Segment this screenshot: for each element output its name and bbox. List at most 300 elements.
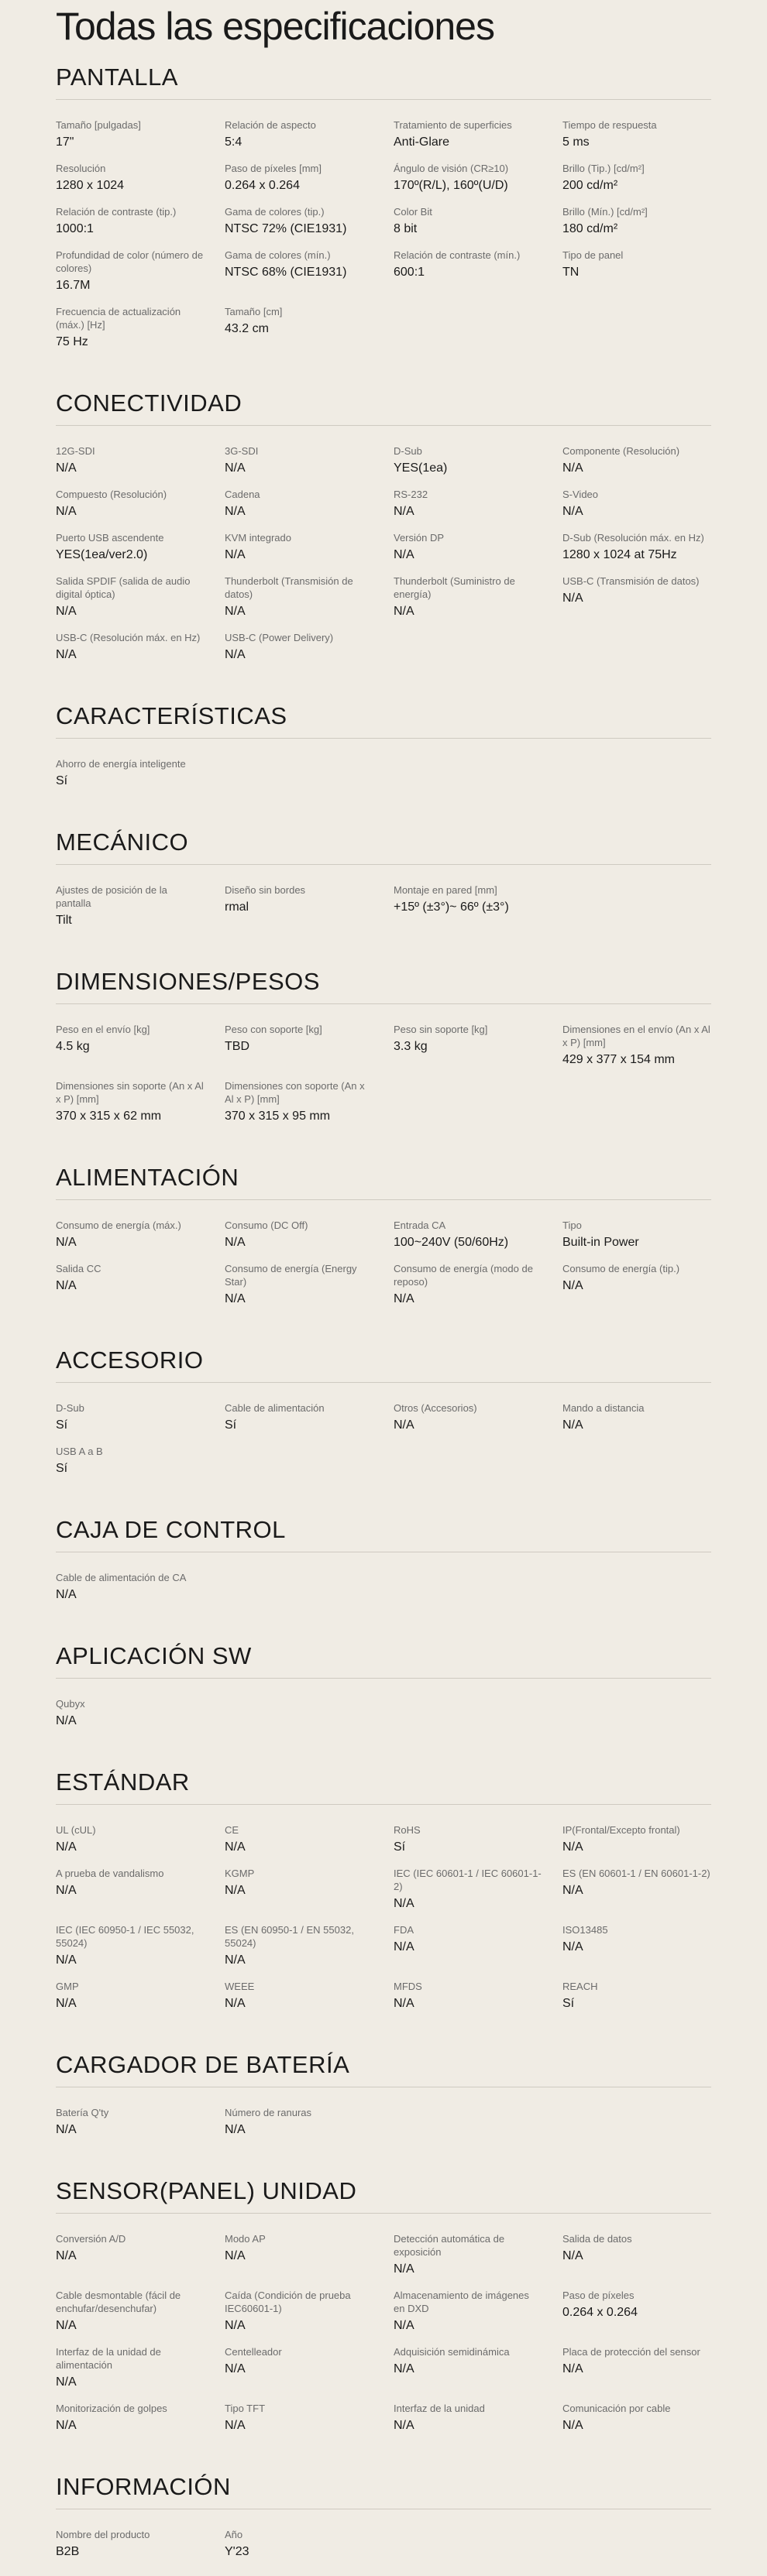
spec-label: Adquisición semidinámica bbox=[394, 2346, 510, 2358]
spec-label: Paso de píxeles bbox=[562, 2290, 635, 2301]
spec-label: Consumo de energía (máx.) bbox=[56, 1219, 181, 1231]
spec-label: Frecuencia de actualización (máx.) [Hz] bbox=[56, 306, 181, 331]
spec-value: 200 cd/m² bbox=[562, 179, 618, 192]
spec-item bbox=[225, 2289, 373, 2334]
spec-item bbox=[562, 2289, 711, 2334]
section-title: ACCESORIO bbox=[56, 1346, 711, 1383]
spec-value: 4.5 kg bbox=[56, 1040, 90, 1053]
spec-value: 8 bit bbox=[394, 222, 418, 235]
spec-label: KVM integrado bbox=[225, 532, 291, 544]
spec-value: N/A bbox=[225, 1236, 246, 1249]
spec-section bbox=[56, 2473, 711, 2576]
spec-section bbox=[56, 1164, 711, 1323]
spec-value: 1000:1 bbox=[56, 222, 94, 235]
spec-label: Cable de alimentación bbox=[225, 1402, 325, 1414]
spec-item bbox=[562, 2232, 711, 2278]
spec-value: YES(1ea) bbox=[394, 461, 448, 475]
spec-sections bbox=[56, 63, 711, 2576]
spec-item bbox=[225, 205, 373, 238]
spec-item bbox=[225, 2528, 373, 2561]
spec-label: Dimensiones con soporte (An x Al x P) [mm] bbox=[225, 1080, 365, 1105]
spec-label: IP(Frontal/Excepto frontal) bbox=[562, 1824, 680, 1836]
spec-label: Año bbox=[225, 2529, 243, 2540]
spec-item bbox=[394, 1023, 542, 1068]
spec-label: Centelleador bbox=[225, 2346, 282, 2358]
spec-item bbox=[562, 118, 711, 151]
spec-value: N/A bbox=[225, 1292, 246, 1305]
spec-item bbox=[394, 883, 542, 929]
spec-section bbox=[56, 968, 711, 1141]
spec-label: Resolución bbox=[56, 163, 106, 174]
spec-item bbox=[56, 1823, 205, 1856]
spec-item bbox=[56, 1697, 205, 1730]
spec-value: 180 cd/m² bbox=[562, 222, 618, 235]
spec-item bbox=[394, 1867, 542, 1912]
spec-item bbox=[562, 575, 711, 620]
spec-value: N/A bbox=[56, 2123, 77, 2136]
spec-label: Compuesto (Resolución) bbox=[56, 489, 167, 500]
spec-label: WEEE bbox=[225, 1981, 255, 1992]
spec-item bbox=[225, 2402, 373, 2434]
spec-label: Cable desmontable (fácil de enchufar/desenchufar) bbox=[56, 2290, 181, 2314]
spec-value: N/A bbox=[562, 1418, 583, 1432]
spec-item bbox=[225, 575, 373, 620]
spec-value: N/A bbox=[562, 1884, 583, 1897]
spec-label: Ajustes de posición de la pantalla bbox=[56, 884, 167, 909]
spec-item bbox=[225, 1867, 373, 1912]
spec-label: USB-C (Transmisión de datos) bbox=[562, 575, 700, 587]
spec-value: N/A bbox=[225, 605, 246, 618]
spec-item bbox=[562, 162, 711, 194]
spec-label: Interfaz de la unidad de alimentación bbox=[56, 2346, 161, 2371]
section-title: CARGADOR DE BATERÍA bbox=[56, 2051, 711, 2087]
spec-section bbox=[56, 2051, 711, 2154]
spec-grid bbox=[56, 2087, 711, 2154]
spec-label: USB A a B bbox=[56, 1446, 103, 1457]
spec-grid bbox=[56, 1552, 711, 1619]
spec-label: Entrada CA bbox=[394, 1219, 446, 1231]
spec-label: Consumo de energía (tip.) bbox=[562, 1263, 680, 1274]
spec-item bbox=[56, 162, 205, 194]
spec-label: Relación de contraste (tip.) bbox=[56, 206, 177, 218]
spec-grid bbox=[56, 1200, 711, 1323]
spec-label: Brillo (Tip.) [cd/m²] bbox=[562, 163, 645, 174]
spec-item bbox=[394, 1923, 542, 1969]
spec-section bbox=[56, 1346, 711, 1493]
spec-label: Tiempo de respuesta bbox=[562, 119, 657, 131]
spec-item bbox=[562, 1867, 711, 1912]
spec-value: N/A bbox=[394, 1997, 414, 2010]
section-title: ESTÁNDAR bbox=[56, 1768, 711, 1805]
spec-value: Sí bbox=[56, 1462, 68, 1475]
spec-label: MFDS bbox=[394, 1981, 422, 1992]
spec-label: Profundidad de color (número de colores) bbox=[56, 249, 204, 274]
spec-item bbox=[56, 2402, 205, 2434]
spec-value: 5:4 bbox=[225, 135, 242, 149]
spec-label: Tratamiento de superficies bbox=[394, 119, 512, 131]
spec-label: IEC (IEC 60601-1 / IEC 60601-1-2) bbox=[394, 1868, 542, 1892]
spec-item bbox=[56, 2345, 205, 2391]
spec-label: Cadena bbox=[225, 489, 260, 500]
spec-item bbox=[56, 1867, 205, 1912]
spec-value: +15º (±3°)~ 66º (±3°) bbox=[394, 900, 509, 914]
spec-label: Tipo bbox=[562, 1219, 582, 1231]
spec-label: Diseño sin bordes bbox=[225, 884, 306, 896]
spec-label: Tipo de panel bbox=[562, 249, 624, 261]
spec-value: N/A bbox=[225, 2362, 246, 2375]
spec-value: N/A bbox=[562, 2249, 583, 2262]
spec-label: Thunderbolt (Suministro de energía) bbox=[394, 575, 515, 600]
spec-item bbox=[56, 757, 205, 790]
spec-grid bbox=[56, 1679, 711, 1745]
spec-label: Monitorización de golpes bbox=[56, 2403, 167, 2414]
spec-item bbox=[56, 2289, 205, 2334]
spec-value: rmal bbox=[225, 900, 249, 914]
spec-value: Tilt bbox=[56, 914, 72, 927]
spec-value: Sí bbox=[56, 774, 68, 787]
spec-value: TBD bbox=[225, 1040, 249, 1053]
spec-value: N/A bbox=[225, 648, 246, 661]
spec-item bbox=[56, 2528, 205, 2561]
spec-value: N/A bbox=[225, 548, 246, 561]
spec-item bbox=[394, 1980, 542, 2012]
spec-label: Salida CC bbox=[56, 1263, 101, 1274]
spec-item bbox=[394, 575, 542, 620]
spec-value: N/A bbox=[562, 1840, 583, 1854]
spec-label: Peso en el envío [kg] bbox=[56, 1024, 150, 1035]
spec-grid bbox=[56, 2509, 711, 2576]
spec-value: N/A bbox=[56, 1279, 77, 1292]
spec-item bbox=[56, 883, 205, 929]
spec-value: N/A bbox=[56, 605, 77, 618]
spec-item bbox=[562, 531, 711, 564]
spec-value: N/A bbox=[394, 605, 414, 618]
spec-label: RoHS bbox=[394, 1824, 421, 1836]
spec-label: Color Bit bbox=[394, 206, 432, 218]
spec-label: Caída (Condición de prueba IEC60601-1) bbox=[225, 2290, 351, 2314]
spec-value: 43.2 cm bbox=[225, 322, 269, 335]
spec-label: Dimensiones en el envío (An x Al x P) [mm] bbox=[562, 1024, 710, 1048]
spec-label: Gama de colores (tip.) bbox=[225, 206, 325, 218]
spec-value: N/A bbox=[394, 2319, 414, 2332]
spec-value: 3.3 kg bbox=[394, 1040, 428, 1053]
spec-value: Y'23 bbox=[225, 2545, 249, 2558]
spec-section bbox=[56, 1516, 711, 1619]
spec-value: 429 x 377 x 154 mm bbox=[562, 1053, 675, 1066]
spec-value: N/A bbox=[225, 2319, 246, 2332]
spec-item bbox=[225, 488, 373, 520]
spec-value: N/A bbox=[394, 1292, 414, 1305]
spec-item bbox=[225, 883, 373, 929]
spec-item bbox=[56, 1571, 205, 1604]
spec-label: USB-C (Resolución máx. en Hz) bbox=[56, 632, 201, 643]
spec-label: Puerto USB ascendente bbox=[56, 532, 164, 544]
spec-item bbox=[394, 488, 542, 520]
spec-label: Tipo TFT bbox=[225, 2403, 266, 2414]
spec-value: Built-in Power bbox=[562, 1236, 639, 1249]
spec-label: Comunicación por cable bbox=[562, 2403, 671, 2414]
section-title: SENSOR(PANEL) UNIDAD bbox=[56, 2177, 711, 2214]
spec-value: 0.264 x 0.264 bbox=[562, 2306, 638, 2319]
spec-item bbox=[225, 1980, 373, 2012]
spec-grid bbox=[56, 739, 711, 805]
spec-label: Peso con soporte [kg] bbox=[225, 1024, 322, 1035]
spec-item bbox=[562, 2345, 711, 2391]
spec-label: CE bbox=[225, 1824, 239, 1836]
spec-value: N/A bbox=[56, 1588, 77, 1601]
spec-value: 16.7M bbox=[56, 279, 91, 292]
spec-item bbox=[56, 631, 205, 664]
spec-item bbox=[56, 488, 205, 520]
spec-label: Paso de píxeles [mm] bbox=[225, 163, 322, 174]
spec-item bbox=[394, 2289, 542, 2334]
spec-item bbox=[225, 1023, 373, 1068]
spec-value: N/A bbox=[56, 1236, 77, 1249]
spec-section bbox=[56, 1768, 711, 2028]
spec-item bbox=[562, 1823, 711, 1856]
spec-value: N/A bbox=[562, 1279, 583, 1292]
page-title: Todas las especificaciones bbox=[56, 5, 494, 48]
spec-label: Salida SPDIF (salida de audio digital óptica) bbox=[56, 575, 191, 600]
spec-value: N/A bbox=[56, 1884, 77, 1897]
spec-value: N/A bbox=[562, 592, 583, 605]
spec-value: Sí bbox=[225, 1418, 237, 1432]
spec-value: N/A bbox=[56, 2249, 77, 2262]
section-title: INFORMACIÓN bbox=[56, 2473, 711, 2509]
spec-label: Brillo (Mín.) [cd/m²] bbox=[562, 206, 648, 218]
spec-value: N/A bbox=[56, 1840, 77, 1854]
spec-label: ISO13485 bbox=[562, 1924, 608, 1936]
spec-label: Relación de contraste (mín.) bbox=[394, 249, 521, 261]
spec-section bbox=[56, 389, 711, 679]
spec-section bbox=[56, 1642, 711, 1745]
spec-label: Tamaño [cm] bbox=[225, 306, 283, 317]
spec-item bbox=[56, 2106, 205, 2139]
spec-item bbox=[225, 1401, 373, 1434]
section-title: DIMENSIONES/PESOS bbox=[56, 968, 711, 1004]
spec-label: USB-C (Power Delivery) bbox=[225, 632, 334, 643]
spec-label: Peso sin soporte [kg] bbox=[394, 1024, 488, 1035]
spec-value: N/A bbox=[225, 2123, 246, 2136]
spec-value: N/A bbox=[225, 1840, 246, 1854]
spec-item bbox=[394, 118, 542, 151]
spec-value: TN bbox=[562, 266, 580, 279]
spec-value: N/A bbox=[225, 1997, 246, 2010]
spec-label: Conversión A/D bbox=[56, 2233, 126, 2245]
spec-value: N/A bbox=[56, 2419, 77, 2432]
spec-label: KGMP bbox=[225, 1868, 255, 1879]
spec-value: NTSC 72% (CIE1931) bbox=[225, 222, 347, 235]
spec-grid bbox=[56, 426, 711, 679]
spec-grid bbox=[56, 2214, 711, 2450]
spec-label: Relación de aspecto bbox=[225, 119, 316, 131]
spec-item bbox=[225, 2232, 373, 2278]
spec-label: 3G-SDI bbox=[225, 445, 259, 457]
spec-grid bbox=[56, 865, 711, 945]
spec-item bbox=[562, 1980, 711, 2012]
spec-label: Batería Q'ty bbox=[56, 2107, 109, 2118]
spec-label: 12G-SDI bbox=[56, 445, 95, 457]
spec-value: 1280 x 1024 at 75Hz bbox=[562, 548, 677, 561]
spec-grid bbox=[56, 100, 711, 366]
spec-item bbox=[56, 1219, 205, 1251]
spec-value: NTSC 68% (CIE1931) bbox=[225, 266, 347, 279]
spec-item bbox=[225, 2345, 373, 2391]
spec-value: 600:1 bbox=[394, 266, 425, 279]
spec-item bbox=[56, 531, 205, 564]
spec-section bbox=[56, 828, 711, 945]
spec-item bbox=[56, 1079, 205, 1125]
spec-label: Placa de protección del sensor bbox=[562, 2346, 700, 2358]
spec-label: Otros (Accesorios) bbox=[394, 1402, 477, 1414]
spec-item bbox=[562, 1401, 711, 1434]
spec-value: N/A bbox=[225, 2249, 246, 2262]
spec-item bbox=[562, 2402, 711, 2434]
spec-label: GMP bbox=[56, 1981, 79, 1992]
spec-label: Dimensiones sin soporte (An x Al x P) [mm] bbox=[56, 1080, 204, 1105]
spec-value: N/A bbox=[56, 1714, 77, 1727]
section-title: APLICACIÓN SW bbox=[56, 1642, 711, 1679]
spec-item bbox=[225, 1823, 373, 1856]
spec-value: Sí bbox=[562, 1997, 575, 2010]
spec-item bbox=[394, 444, 542, 477]
spec-value: N/A bbox=[562, 1940, 583, 1953]
spec-value: N/A bbox=[562, 2419, 583, 2432]
spec-value: Sí bbox=[394, 1840, 406, 1854]
spec-label: Ahorro de energía inteligente bbox=[56, 758, 186, 770]
spec-label: RS-232 bbox=[394, 489, 428, 500]
spec-item bbox=[225, 1262, 373, 1308]
section-title: MECÁNICO bbox=[56, 828, 711, 865]
spec-item bbox=[394, 205, 542, 238]
spec-item bbox=[562, 249, 711, 294]
spec-label: IEC (IEC 60950-1 / IEC 55032, 55024) bbox=[56, 1924, 194, 1949]
spec-item bbox=[56, 1401, 205, 1434]
spec-label: Número de ranuras bbox=[225, 2107, 311, 2118]
spec-item bbox=[394, 2232, 542, 2278]
spec-item bbox=[562, 1023, 711, 1068]
spec-label: Versión DP bbox=[394, 532, 445, 544]
spec-value: N/A bbox=[394, 1897, 414, 1910]
spec-item bbox=[394, 1401, 542, 1434]
spec-value: N/A bbox=[56, 461, 77, 475]
spec-value: 370 x 315 x 62 mm bbox=[56, 1110, 162, 1123]
spec-value: N/A bbox=[394, 2419, 414, 2432]
spec-label: Interfaz de la unidad bbox=[394, 2403, 485, 2414]
spec-item bbox=[56, 575, 205, 620]
spec-item bbox=[56, 1445, 205, 1477]
spec-item bbox=[562, 205, 711, 238]
spec-item bbox=[56, 444, 205, 477]
spec-item bbox=[394, 249, 542, 294]
spec-item bbox=[562, 444, 711, 477]
spec-label: D-Sub (Resolución máx. en Hz) bbox=[562, 532, 704, 544]
spec-label: Thunderbolt (Transmisión de datos) bbox=[225, 575, 353, 600]
spec-value: 1280 x 1024 bbox=[56, 179, 125, 192]
spec-value: 100~240V (50/60Hz) bbox=[394, 1236, 509, 1249]
section-title: PANTALLA bbox=[56, 63, 711, 100]
spec-label: D-Sub bbox=[394, 445, 422, 457]
spec-grid bbox=[56, 1004, 711, 1141]
spec-value: N/A bbox=[562, 505, 583, 518]
spec-value: N/A bbox=[56, 2375, 77, 2389]
spec-item bbox=[225, 1219, 373, 1251]
spec-value: N/A bbox=[394, 1940, 414, 1953]
spec-label: D-Sub bbox=[56, 1402, 84, 1414]
spec-value: N/A bbox=[225, 505, 246, 518]
spec-label: Detección automática de exposición bbox=[394, 2233, 505, 2258]
spec-label: Tamaño [pulgadas] bbox=[56, 119, 141, 131]
section-title: ALIMENTACIÓN bbox=[56, 1164, 711, 1200]
spec-item bbox=[394, 162, 542, 194]
spec-item bbox=[56, 118, 205, 151]
spec-value: Anti-Glare bbox=[394, 135, 450, 149]
spec-item bbox=[225, 1079, 373, 1125]
spec-grid bbox=[56, 1805, 711, 2028]
section-title: CAJA DE CONTROL bbox=[56, 1516, 711, 1552]
spec-item bbox=[56, 1023, 205, 1068]
spec-value: N/A bbox=[562, 461, 583, 475]
spec-label: Mando a distancia bbox=[562, 1402, 645, 1414]
spec-value: N/A bbox=[394, 1418, 414, 1432]
spec-item bbox=[56, 249, 205, 294]
spec-value: 370 x 315 x 95 mm bbox=[225, 1110, 331, 1123]
spec-item bbox=[56, 1980, 205, 2012]
spec-item bbox=[225, 162, 373, 194]
spec-section bbox=[56, 702, 711, 805]
spec-item bbox=[394, 531, 542, 564]
spec-label: Gama de colores (mín.) bbox=[225, 249, 331, 261]
spec-value: 0.264 x 0.264 bbox=[225, 179, 300, 192]
spec-grid bbox=[56, 1383, 711, 1493]
spec-value: N/A bbox=[394, 2362, 414, 2375]
spec-item bbox=[562, 1923, 711, 1969]
spec-item bbox=[225, 631, 373, 664]
spec-item bbox=[56, 305, 205, 351]
spec-label: FDA bbox=[394, 1924, 414, 1936]
spec-label: Consumo (DC Off) bbox=[225, 1219, 308, 1231]
spec-value: N/A bbox=[225, 1884, 246, 1897]
spec-item bbox=[225, 1923, 373, 1969]
spec-item bbox=[56, 205, 205, 238]
spec-value: N/A bbox=[394, 2262, 414, 2276]
spec-value: N/A bbox=[394, 548, 414, 561]
spec-item bbox=[225, 118, 373, 151]
spec-item bbox=[56, 2232, 205, 2278]
spec-item bbox=[225, 2106, 373, 2139]
spec-value: N/A bbox=[56, 2319, 77, 2332]
spec-value: 75 Hz bbox=[56, 335, 88, 348]
spec-item bbox=[562, 1219, 711, 1251]
spec-label: Componente (Resolución) bbox=[562, 445, 680, 457]
spec-section bbox=[56, 63, 711, 366]
spec-value: N/A bbox=[56, 1997, 77, 2010]
spec-item bbox=[225, 531, 373, 564]
spec-label: S-Video bbox=[562, 489, 599, 500]
section-title: CARACTERÍSTICAS bbox=[56, 702, 711, 739]
spec-value: Sí bbox=[56, 1418, 68, 1432]
spec-value: B2B bbox=[56, 2545, 80, 2558]
spec-label: Salida de datos bbox=[562, 2233, 632, 2245]
spec-label: ES (EN 60601-1 / EN 60601-1-2) bbox=[562, 1868, 710, 1879]
spec-label: Consumo de energía (Energy Star) bbox=[225, 1263, 357, 1288]
spec-item bbox=[394, 2345, 542, 2391]
spec-value: N/A bbox=[56, 648, 77, 661]
spec-section bbox=[56, 2177, 711, 2450]
spec-label: A prueba de vandalismo bbox=[56, 1868, 164, 1879]
spec-value: N/A bbox=[225, 1953, 246, 1967]
spec-item bbox=[225, 444, 373, 477]
